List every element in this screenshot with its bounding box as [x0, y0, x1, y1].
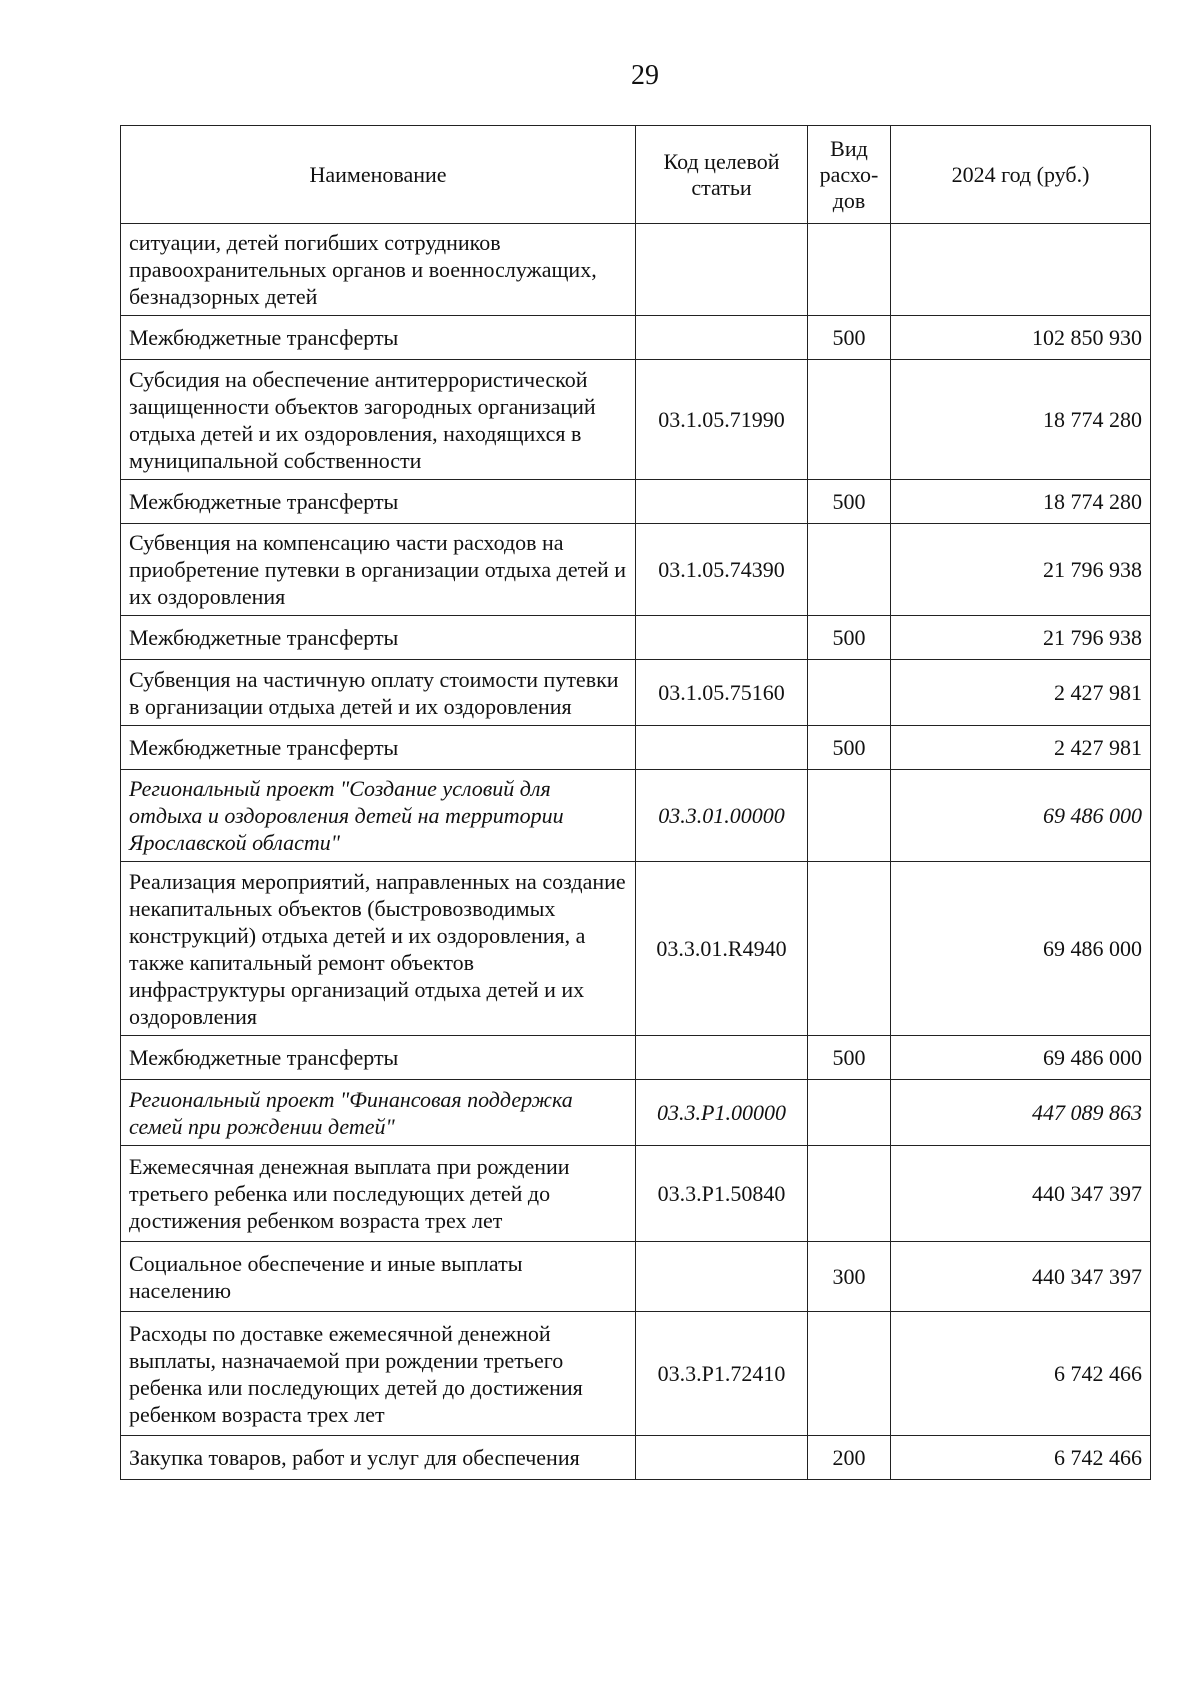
- table-row: [121, 480, 1151, 524]
- table-row-project: [121, 770, 1151, 862]
- table-row: [121, 524, 1151, 616]
- cell-amount: 18 774 280: [891, 480, 1151, 524]
- cell-amount: 18 774 280: [891, 360, 1151, 480]
- cell-name: Ежемесячная денежная выплата при рождении третьего ребенка или последующих детей до достижения ребенком возраста трех лет: [121, 1146, 636, 1242]
- cell-name: Региональный проект "Финансовая поддержка семей при рождении детей": [121, 1080, 636, 1146]
- cell-type: [808, 360, 891, 480]
- cell-amount: 21 796 938: [891, 616, 1151, 660]
- cell-amount: 447 089 863: [891, 1080, 1151, 1146]
- cell-name: Закупка товаров, работ и услуг для обеспечения: [121, 1436, 636, 1480]
- table-row: [121, 316, 1151, 360]
- cell-type: [808, 660, 891, 726]
- cell-type: [808, 1312, 891, 1436]
- cell-code: [636, 1036, 808, 1080]
- cell-name: Межбюджетные трансферты: [121, 1036, 636, 1080]
- cell-type: 500: [808, 1036, 891, 1080]
- cell-type: [808, 1146, 891, 1242]
- cell-name: Субвенция на частичную оплату стоимости путевки в организации отдыха детей и их оздоровления: [121, 660, 636, 726]
- cell-name: Субсидия на обеспечение антитеррористической защищенности объектов загородных организаций отдыха детей и их оздоровления, находящихся в муниципальной собственности: [121, 360, 636, 480]
- cell-code: [636, 726, 808, 770]
- cell-name: Межбюджетные трансферты: [121, 726, 636, 770]
- table-row: [121, 726, 1151, 770]
- cell-type: 500: [808, 616, 891, 660]
- cell-code: 03.1.05.75160: [636, 660, 808, 726]
- cell-type: 200: [808, 1436, 891, 1480]
- cell-amount: 440 347 397: [891, 1146, 1151, 1242]
- table-body: [121, 224, 1151, 1480]
- cell-code: [636, 1436, 808, 1480]
- cell-code: 03.3.P1.50840: [636, 1146, 808, 1242]
- cell-code: [636, 316, 808, 360]
- cell-type: 500: [808, 316, 891, 360]
- cell-amount: 102 850 930: [891, 316, 1151, 360]
- table-row: [121, 224, 1151, 316]
- cell-code: [636, 616, 808, 660]
- header-type-text: Вид расхо-дов: [819, 135, 879, 213]
- cell-amount: 69 486 000: [891, 770, 1151, 862]
- cell-amount: 21 796 938: [891, 524, 1151, 616]
- cell-type: [808, 524, 891, 616]
- cell-name: Межбюджетные трансферты: [121, 316, 636, 360]
- cell-code: 03.3.P1.00000: [636, 1080, 808, 1146]
- cell-code: [636, 1242, 808, 1312]
- header-amount-text: 2024 год (руб.): [951, 161, 1090, 187]
- table-row: [121, 1036, 1151, 1080]
- cell-type: 500: [808, 726, 891, 770]
- cell-code: 03.1.05.71990: [636, 360, 808, 480]
- cell-type: [808, 1080, 891, 1146]
- header-row: [121, 126, 1151, 224]
- cell-amount: [891, 224, 1151, 316]
- table-row: [121, 1436, 1151, 1480]
- cell-type: [808, 862, 891, 1036]
- cell-amount: 69 486 000: [891, 1036, 1151, 1080]
- cell-code: 03.1.05.74390: [636, 524, 808, 616]
- header-name: Наименование: [121, 126, 636, 224]
- cell-type: [808, 224, 891, 316]
- cell-type: 500: [808, 480, 891, 524]
- table-row: [121, 660, 1151, 726]
- cell-amount: 69 486 000: [891, 862, 1151, 1036]
- header-type: [808, 126, 891, 224]
- cell-code: 03.3.01.R4940: [636, 862, 808, 1036]
- table-row: [121, 616, 1151, 660]
- cell-code: 03.3.01.00000: [636, 770, 808, 862]
- budget-table: [120, 125, 1151, 1480]
- cell-code: 03.3.P1.72410: [636, 1312, 808, 1436]
- page-number: 29: [631, 60, 659, 91]
- cell-type: [808, 770, 891, 862]
- cell-name: Межбюджетные трансферты: [121, 480, 636, 524]
- cell-code: [636, 480, 808, 524]
- table-row: [121, 1146, 1151, 1242]
- cell-amount: 440 347 397: [891, 1242, 1151, 1312]
- cell-name: Расходы по доставке ежемесячной денежной выплаты, назначаемой при рождении третьего ребенка или последующих детей до достижения ребенком возраста трех лет: [121, 1312, 636, 1436]
- cell-name: Реализация мероприятий, направленных на создание некапитальных объектов (быстровозводимых конструкций) отдыха детей и их оздоровления, а также капитальный ремонт объектов инфраструктуры организаций отдыха детей и их оздоровления: [121, 862, 636, 1036]
- cell-type: 300: [808, 1242, 891, 1312]
- table-row: [121, 360, 1151, 480]
- cell-amount: 6 742 466: [891, 1436, 1151, 1480]
- cell-name: Субвенция на компенсацию части расходов на приобретение путевки в организации отдыха детей и их оздоровления: [121, 524, 636, 616]
- header-amount: [891, 126, 1151, 224]
- cell-code: [636, 224, 808, 316]
- cell-name: Межбюджетные трансферты: [121, 616, 636, 660]
- table-row-project: [121, 1080, 1151, 1146]
- cell-name: Социальное обеспечение и иные выплаты населению: [121, 1242, 636, 1312]
- table-row: [121, 862, 1151, 1036]
- header-code: [636, 126, 808, 224]
- cell-amount: 2 427 981: [891, 660, 1151, 726]
- cell-name: ситуации, детей погибших сотрудников правоохранительных органов и военнослужащих, безнадзорных детей: [121, 224, 636, 316]
- table-header: [121, 126, 1151, 224]
- table-row: [121, 1312, 1151, 1436]
- cell-amount: 2 427 981: [891, 726, 1151, 770]
- cell-name: Региональный проект "Создание условий для отдыха и оздоровления детей на территории Ярославской области": [121, 770, 636, 862]
- header-code-text: Код целевой статьи: [663, 148, 780, 200]
- cell-amount: 6 742 466: [891, 1312, 1151, 1436]
- table-row: [121, 1242, 1151, 1312]
